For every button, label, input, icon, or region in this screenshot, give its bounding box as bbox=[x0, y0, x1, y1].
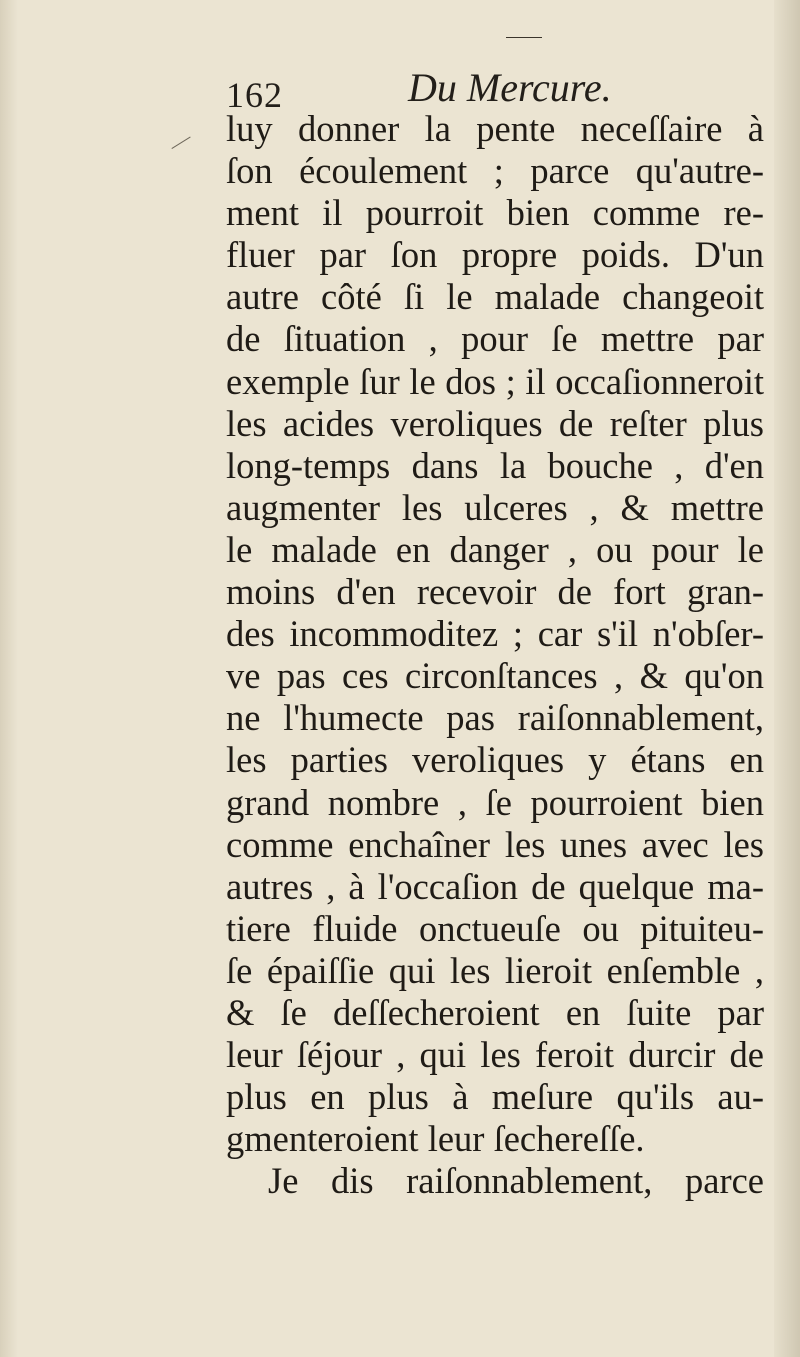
text-line: les acides veroliques de reſter plus bbox=[226, 402, 764, 444]
text-line: long-temps dans la bouche , d'en bbox=[226, 444, 764, 486]
text-line: augmenter les ulceres , & mettre bbox=[226, 486, 764, 528]
text-line: autre côté ſi le malade changeoit bbox=[226, 276, 764, 318]
text-line: ve pas ces circonſtances , & qu'on bbox=[226, 655, 764, 697]
top-rule bbox=[506, 37, 542, 38]
text-line: les parties veroliques y étans en bbox=[226, 739, 764, 781]
gutter-shadow bbox=[0, 0, 18, 1357]
text-line: des incommoditez ; car s'il n'obſer- bbox=[226, 613, 764, 655]
text-line: ne l'humecte pas raiſonnablement, bbox=[226, 697, 764, 739]
text-line: Je dis raiſonnablement, parce bbox=[268, 1160, 764, 1202]
text-line: tiere fluide onctueuſe ou pituiteu- bbox=[226, 907, 764, 949]
text-line: ment il pourroit bien comme re- bbox=[226, 192, 764, 234]
text-line: gmenteroient leur ſechereſſe. bbox=[226, 1118, 645, 1160]
text-line: fluer par ſon propre poids. D'un bbox=[226, 234, 764, 276]
text-line: & ſe deſſecheroient en ſuite par bbox=[226, 991, 764, 1033]
text-line: luy donner la pente neceſſaire à bbox=[226, 108, 764, 149]
text-line: ſon écoulement ; parce qu'autre- bbox=[226, 150, 764, 192]
page-edge bbox=[774, 0, 800, 1357]
page-number: 162 bbox=[226, 75, 283, 115]
running-title: Du Mercure. bbox=[408, 65, 612, 110]
margin-tick-mark bbox=[164, 125, 191, 149]
text-line: ſe épaiſſie qui les lieroit enſemble , bbox=[226, 949, 764, 991]
body-text bbox=[226, 108, 764, 1202]
text-line: moins d'en recevoir de fort gran- bbox=[226, 571, 764, 613]
text-line: grand nombre , ſe pourroient bien bbox=[226, 781, 764, 823]
text-line: plus en plus à meſure qu'ils au- bbox=[226, 1076, 764, 1118]
text-line: le malade en danger , ou pour le bbox=[226, 528, 764, 570]
text-line: autres , à l'occaſion de quelque ma- bbox=[226, 865, 764, 907]
text-line: exemple ſur le dos ; il occaſionneroit bbox=[226, 360, 764, 402]
text-line: leur ſéjour , qui les feroit durcir de bbox=[226, 1034, 764, 1076]
text-line: comme enchaîner les unes avec les bbox=[226, 823, 764, 865]
text-line: de ſituation , pour ſe mettre par bbox=[226, 318, 764, 360]
